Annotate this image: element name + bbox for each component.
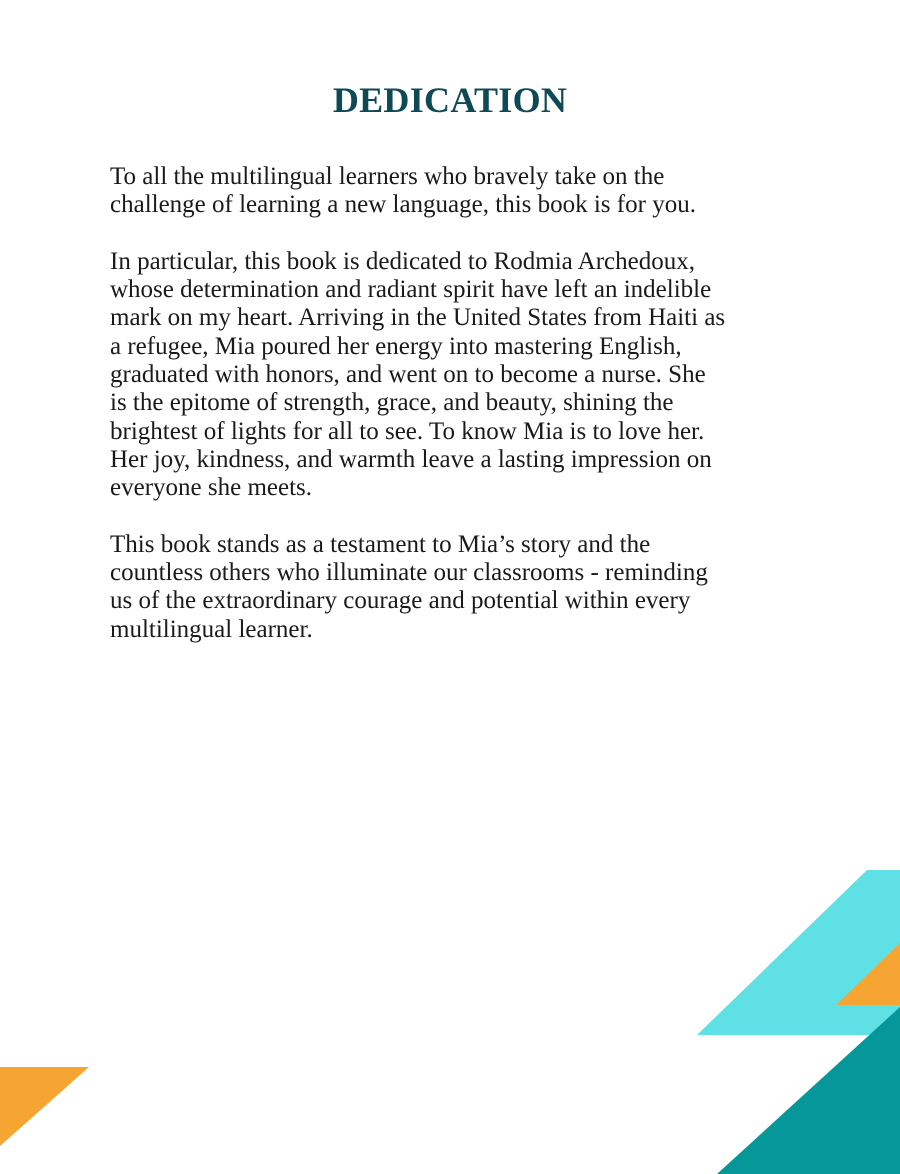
dark-teal-triangle	[717, 1007, 900, 1174]
orange-triangle-left	[0, 1067, 89, 1146]
paragraph-testament: This book stands as a testament to Mia’s story and the countless others who illuminate our classrooms - reminding us of the extraordinary courage and potential within every multilingual learner.	[110, 530, 708, 643]
dedication-body	[110, 163, 810, 672]
paragraph-intro: To all the multilingual learners who bravely take on the challenge of learning a new language, this book is for you.	[110, 163, 696, 219]
page-title: DEDICATION	[332, 80, 568, 120]
paragraph-dedication: In particular, this book is dedicated to Rodmia Archedoux, whose determination and radiant spirit have left an indelible mark on my heart. Arriving in the United States from Haiti as a refugee, Mia poured her energy into mastering English, graduated with honors, and went on to become a nurse. She is the epitome of strength, grace, and beauty, shining the brightest of lights for all to see. To know Mia is to love her. Her joy, kindness, and warmth leave a lasting impression on everyone she meets.	[110, 247, 726, 502]
orange-triangle-right	[836, 943, 900, 1005]
light-teal-triangle	[697, 870, 900, 1035]
